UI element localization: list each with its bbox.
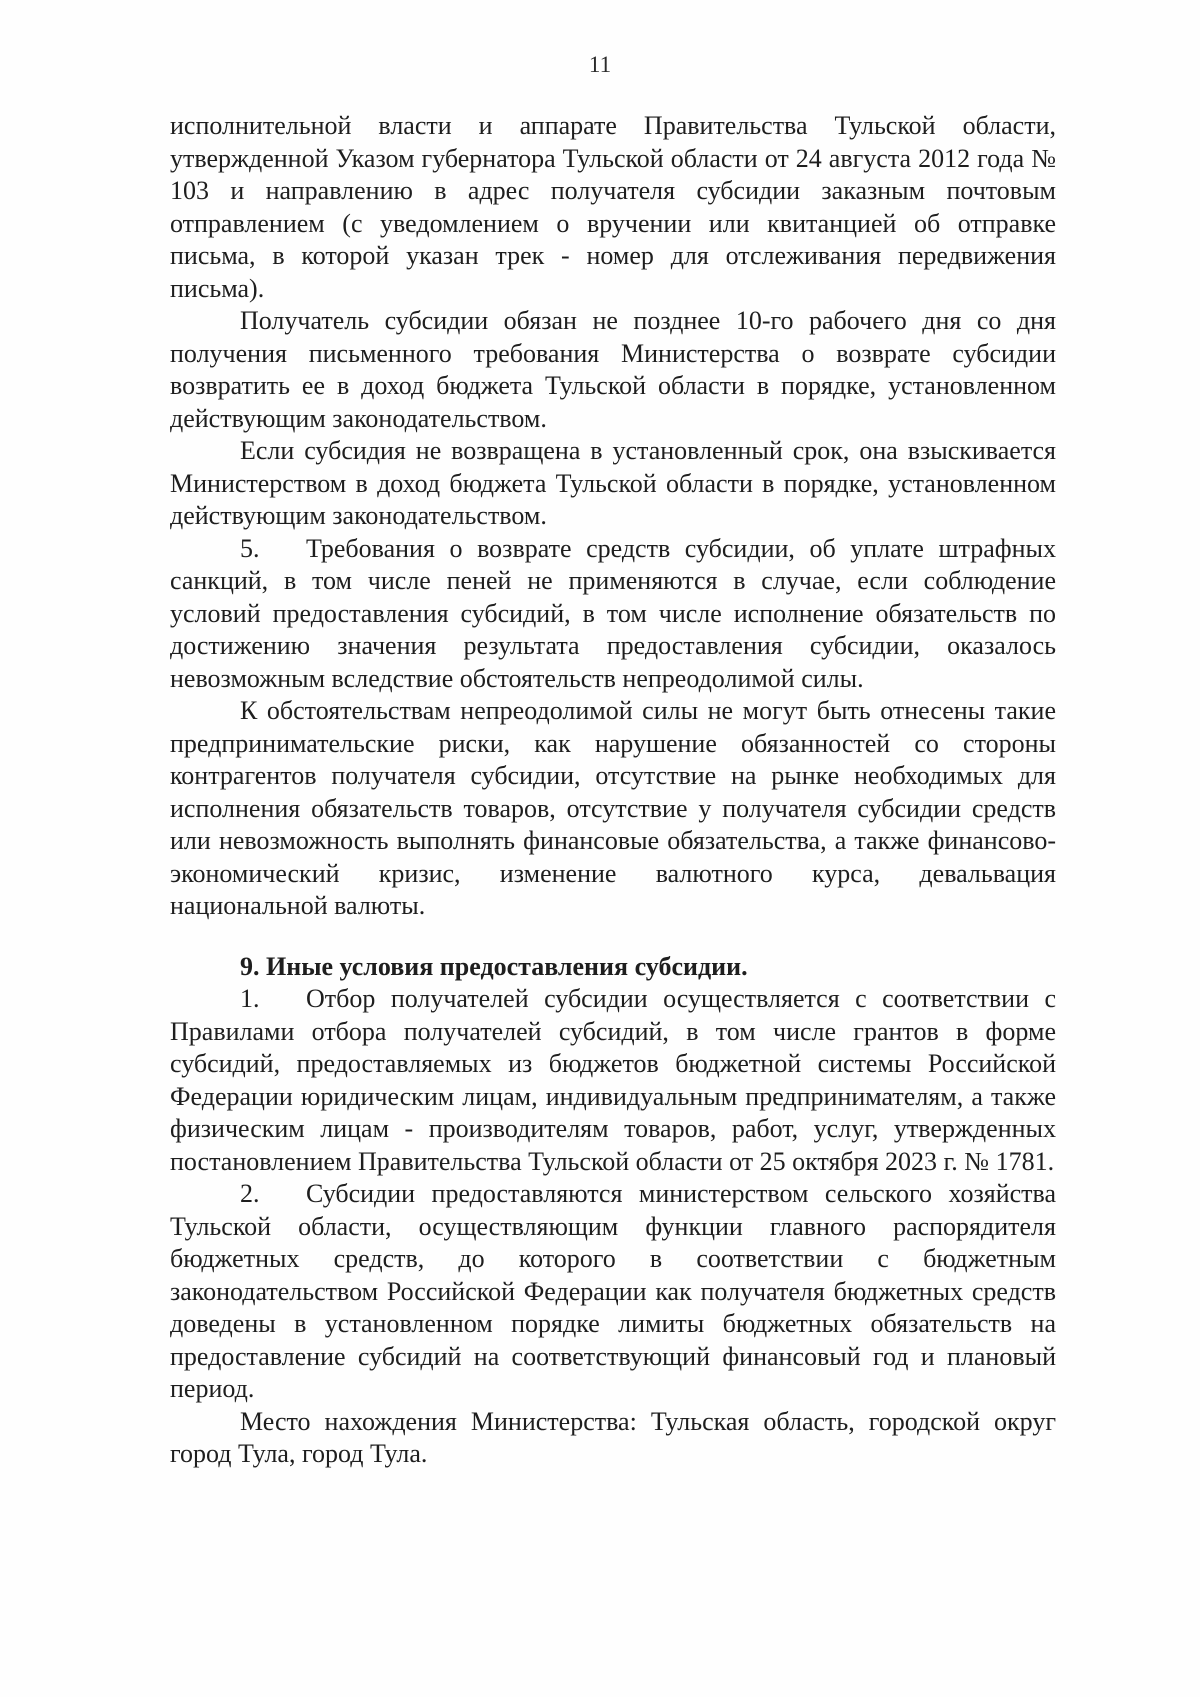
paragraph-force-majeure: К обстоятельствам непреодолимой силы не могут быть отнесены такие предпринимательские риски, как нарушение обязанностей со стороны контрагентов получателя субсидии, отсутствие на рынке необходимых для исполнения обязательств товаров, отсутствие у получателя субсидии средств или невозможность выполнять финансовые обязательства, а также финансово-экономический кризис, изменение валютного курса, девальвация национальной валюты. [170,696,1056,920]
page-number: 11 [588,52,612,77]
list-item-number: 1. [240,984,260,1013]
list-item-text: Требования о возврате средств субсидии, об уплате штрафных санкций, в том числе пеней не применяются в случае, если соблюдение условий предоставления субсидий, в том числе исполнение обязательств по достижению значения результата предоставления субсидии, оказалось невозможным вследствие обстоятельств непреодолимой силы. [170,533,1056,693]
paragraph-continuation: исполнительной власти и аппарате Правительства Тульской области, утвержденной Указом губернатора Тульской области от 24 августа 2012 года № 103 и направлению в адрес получателя субсидии заказным почтовым отправлением (с уведомлением о вручении или квитанцией об отправке письма, в которой указан трек - номер для отслеживания передвижения письма). [170,111,1056,303]
list-item-number: 5. [240,533,260,563]
paragraph-enforced-recovery: Если субсидия не возвращена в установленный срок, она взыскивается Министерством в доход бюджета Тульской области в порядке, установленном действующим законодательством. [170,436,1056,530]
document-body [170,110,1056,1471]
paragraph-ministry-location: Место нахождения Министерства: Тульская область, городской округ город Тула, город Тула. [170,1406,1056,1468]
list-item-5 [170,533,1056,696]
section-heading: 9. Иные условия предоставления субсидии. [240,951,748,981]
list-item-text: Отбор получателей субсидии осуществляется с соответствии с Правилами отбора получателей субсидий, в том числе грантов в форме субсидий, предоставляемых из бюджетов бюджетной системы Российской Федерации юридическим лицам, индивидуальным предпринимателям, а также физическим лицам - производителям товаров, работ, услуг, утвержденных постановлением Правительства Тульской области от 25 октября 2023 г. № 1781. [170,984,1056,1176]
list-item-text: Субсидии предоставляются министерством сельского хозяйства Тульской области, осуществляющим функции главного распорядителя бюджетных средств, до которого в соответствии с бюджетным законодательством Российской Федерации как получателя бюджетных средств доведены в установленном порядке лимиты бюджетных обязательств на предоставление субсидий на соответствующий финансовый год и плановый период. [170,1179,1056,1403]
list-item-number: 2. [240,1179,260,1208]
paragraph-refund-deadline: Получатель субсидии обязан не позднее 10-го рабочего дня со дня получения письменного требования Министерства о возврате субсидии возвратить ее в доход бюджета Тульской области в порядке, установленном действующим законодательством. [170,306,1056,433]
section-item-1 [170,983,1056,1178]
section-item-2 [170,1178,1056,1406]
